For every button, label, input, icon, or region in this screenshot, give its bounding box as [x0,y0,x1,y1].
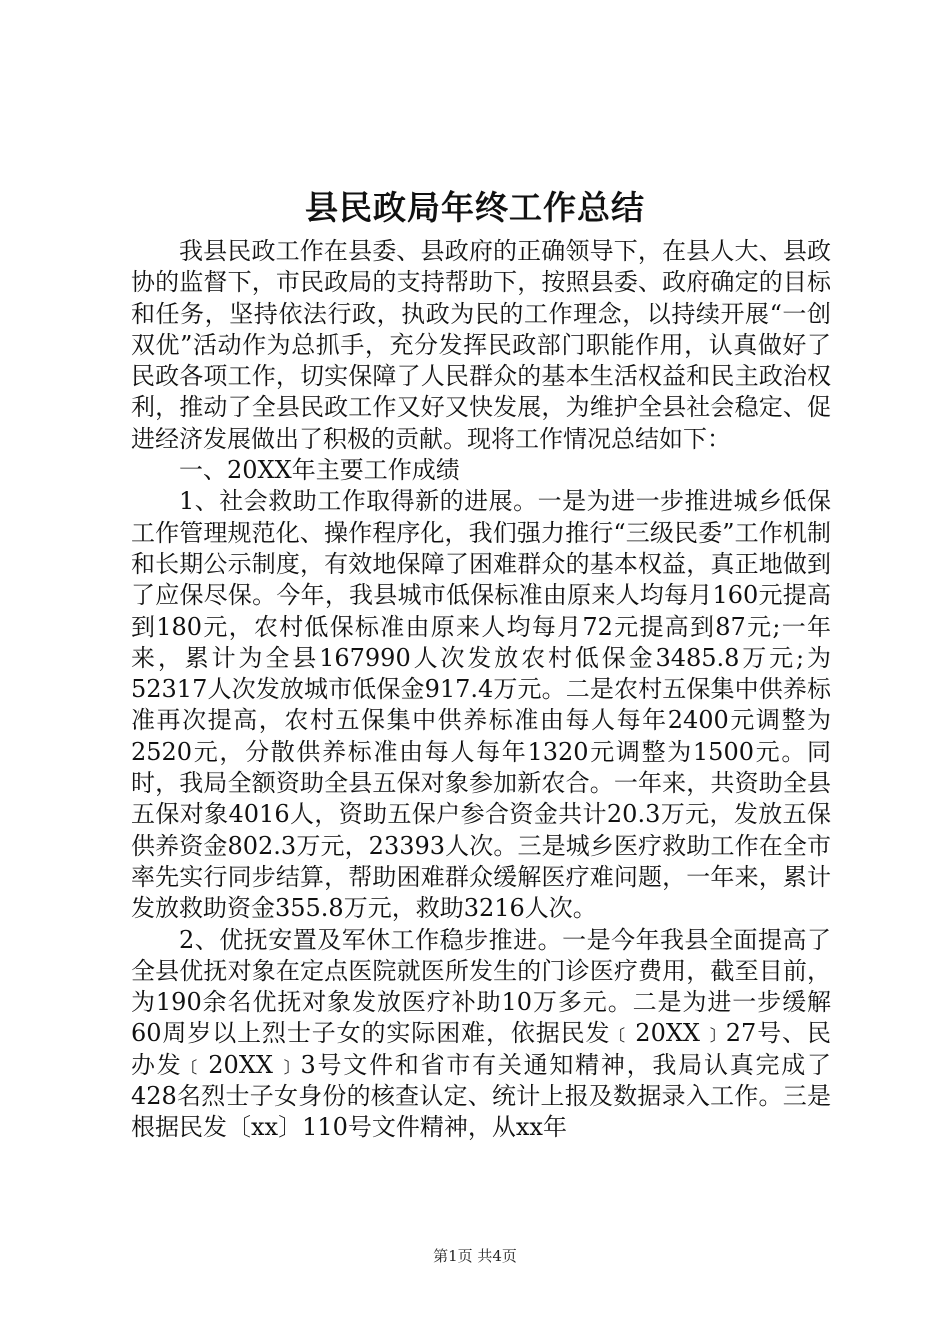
paragraph-social-assistance: 1、社会救助工作取得新的进展。一是为进一步推进城乡低保工作管理规范化、操作程序化，我们强力推行“三级民委”工作机制和长期公示制度，有效地保障了困难群众的基本权益，真正地做到了应保尽保。今年，我县城市低保标准由原来人均每月160元提高到180元，农村低保标准由原来人均每月72元提高到87元;一年来，累计为全县167990人次发放农村低保金3485.8万元;为52317人次发放城市低保金917.4万元。二是农村五保集中供养标准再次提高，农村五保集中供养标准由每人每年2400元调整为2520元，分散供养标准由每人每年1320元调整为1500元。同时，我局全额资助全县五保对象参加新农合。一年来，共资助全县五保对象4016人，资助五保户参合资金共计20.3万元，发放五保供养资金802.3万元，23393人次。三是城乡医疗救助工作在全市率先实行同步结算，帮助困难群众缓解医疗难问题，一年来，累计发放救助资金355.8万元，救助3216人次。 [131,487,831,923]
document-title: 县民政局年终工作总结 [305,188,645,227]
document-body [131,236,831,1144]
page-number-footer: 第1页 共4页 [433,1247,517,1265]
paragraph-intro: 我县民政工作在县委、县政府的正确领导下，在县人大、县政协的监督下，市民政局的支持帮助下，按照县委、政府确定的目标和任务，坚持依法行政，执政为民的工作理念，以持续开展“一创双优”活动作为总抓手，充分发挥民政部门职能作用，认真做好了民政各项工作，切实保障了人民群众的基本生活权益和民主政治权利，推动了全县民政工作又好又快发展，为维护全县社会稳定、促进经济发展做出了积极的贡献。现将工作情况总结如下： [131,237,831,453]
paragraph-preferential-care: 2、优抚安置及军休工作稳步推进。一是今年我县全面提高了全县优抚对象在定点医院就医所发生的门诊医疗费用，截至目前，为190余名优抚对象发放医疗补助10万多元。二是为进一步缓解60周岁以上烈士子女的实际困难，依据民发﹝20XX﹞27号、民办发﹝20XX﹞3号文件和省市有关通知精神，我局认真完成了428名烈士子女身份的核查认定、统计上报及数据录入工作。三是根据民发〔xx〕110号文件精神，从xx年 [131,925,831,1142]
section-heading: 一、20XX年主要工作成绩 [179,456,460,485]
